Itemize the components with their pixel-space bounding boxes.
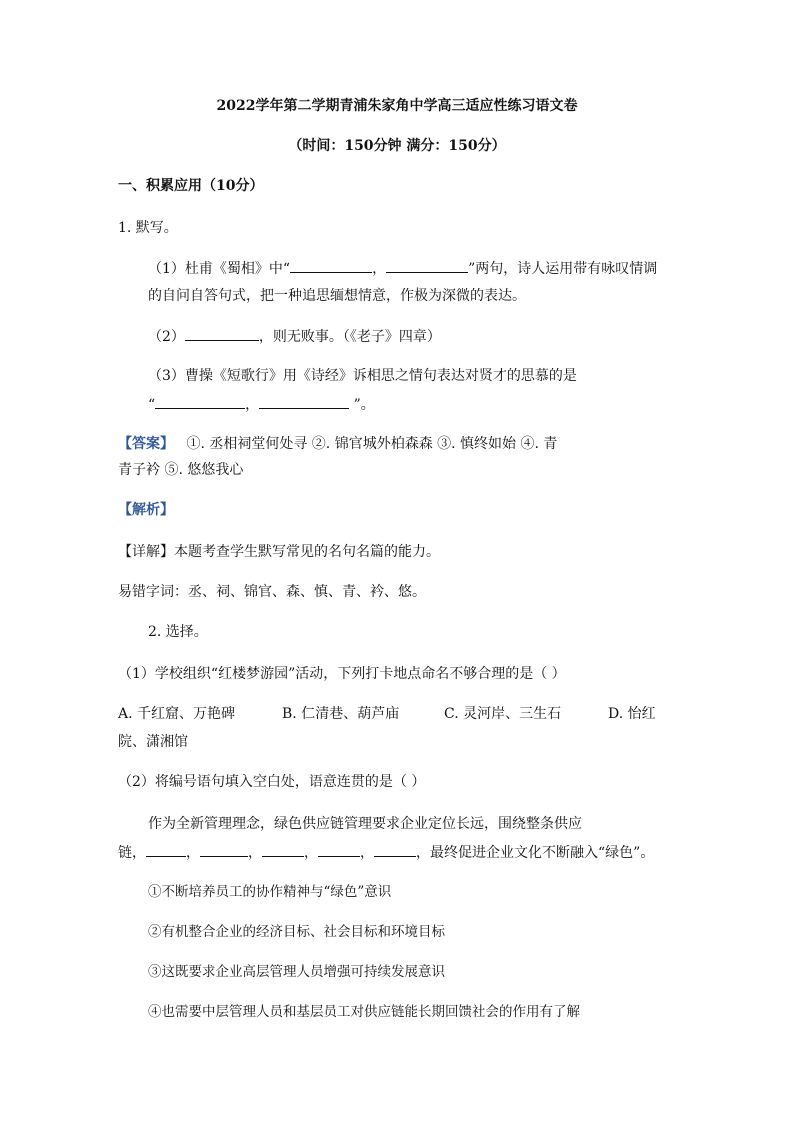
sentence-3: ③这既要求企业高层管理人员增强可持续发展意识 xyxy=(148,964,445,980)
text: ， xyxy=(186,845,200,861)
sentence-4: ④也需要中层管理人员和基层员工对供应链能长期回馈社会的作用有了解 xyxy=(148,1004,580,1020)
question-1-part-1-cont: 的自问自答句式，把一种追思缅想情意，作极为深微的表达。 xyxy=(148,288,526,304)
answer-text: ①. 丞相祠堂何处寻 ②. 锦官城外柏森森 ③. 慎终如始 ④. 青 xyxy=(186,436,558,452)
text: 链， xyxy=(118,845,146,861)
question-2-sub-1: （1）学校组织“红楼梦游园”活动，下列打卡地点命名不够合理的是（ ） xyxy=(118,666,566,682)
answer-blank xyxy=(259,394,349,409)
answer-blank xyxy=(386,258,468,273)
answer-blank xyxy=(262,842,304,857)
passage-line-2 xyxy=(118,842,654,863)
answer-blank xyxy=(318,842,360,857)
text: ， xyxy=(372,261,387,277)
answer-text-cont: 青子衿 ⑤. 悠悠我心 xyxy=(118,462,244,478)
section-heading: 一、积累应用（10分） xyxy=(118,178,264,194)
question-2-sub-2: （2）将编号语句填入空白处，语意连贯的是（ ） xyxy=(118,774,426,790)
answer-blank xyxy=(146,842,186,857)
text: ， xyxy=(245,397,260,413)
exam-time-score: （时间：150分钟 满分：150分） xyxy=(288,138,506,154)
question-1-part-1 xyxy=(148,258,657,279)
passage-line-1: 作为全新管理理念，绿色供应链管理要求企业定位长远，围绕整条供应 xyxy=(148,816,582,832)
option-d: D. 怡红 xyxy=(608,706,656,722)
question-1-part-3-blanks xyxy=(148,394,375,415)
text: ”。 xyxy=(349,397,375,413)
answer-blank xyxy=(290,258,372,273)
text: ， xyxy=(248,845,262,861)
answer-blank xyxy=(185,326,259,341)
option-d-cont: 院、潇湘馆 xyxy=(118,734,188,750)
option-b: B. 仁清巷、葫芦庙 xyxy=(282,706,400,722)
text: ， xyxy=(360,845,374,861)
analysis-detail: 【详解】本题考查学生默写常见的名句名篇的能力。 xyxy=(118,544,440,560)
exam-title: 2022学年第二学期青浦朱家角中学高三适应性练习语文卷 xyxy=(216,98,578,114)
text: ，则无败事。（《老子》四章） xyxy=(258,329,441,345)
answer-tag: 【答案】 xyxy=(118,436,174,452)
option-c: C. 灵河岸、三生石 xyxy=(444,706,562,722)
question-1-label: 1. 默写。 xyxy=(118,220,178,236)
question-1-part-3: （3）曹操《短歌行》用《诗经》诉相思之情句表达对贤才的思慕的是 xyxy=(148,368,577,384)
option-a: A. 千红窟、万艳碑 xyxy=(118,706,236,722)
text: （2） xyxy=(148,329,185,345)
text: ”两句，诗人运用带有咏叹情调 xyxy=(468,261,658,277)
answer-blank xyxy=(200,842,248,857)
text: （1）杜甫《蜀相》中“ xyxy=(148,261,291,277)
sentence-2: ②有机整合企业的经济目标、社会目标和环境目标 xyxy=(148,924,445,940)
answer-blank xyxy=(374,842,416,857)
sentence-1: ①不断培养员工的协作精神与“绿色”意识 xyxy=(148,884,392,900)
question-2-label: 2. 选择。 xyxy=(148,624,208,640)
text: “ xyxy=(148,397,156,413)
answer-block xyxy=(118,434,557,454)
text: ， xyxy=(304,845,318,861)
question-1-part-2 xyxy=(148,326,441,347)
analysis-errors: 易错字词：丞、祠、锦官、森、慎、青、衿、悠。 xyxy=(118,584,426,600)
analysis-tag: 【解析】 xyxy=(118,502,174,518)
answer-blank xyxy=(155,394,245,409)
text: ，最终促进企业文化不断融入“绿色”。 xyxy=(416,845,655,861)
